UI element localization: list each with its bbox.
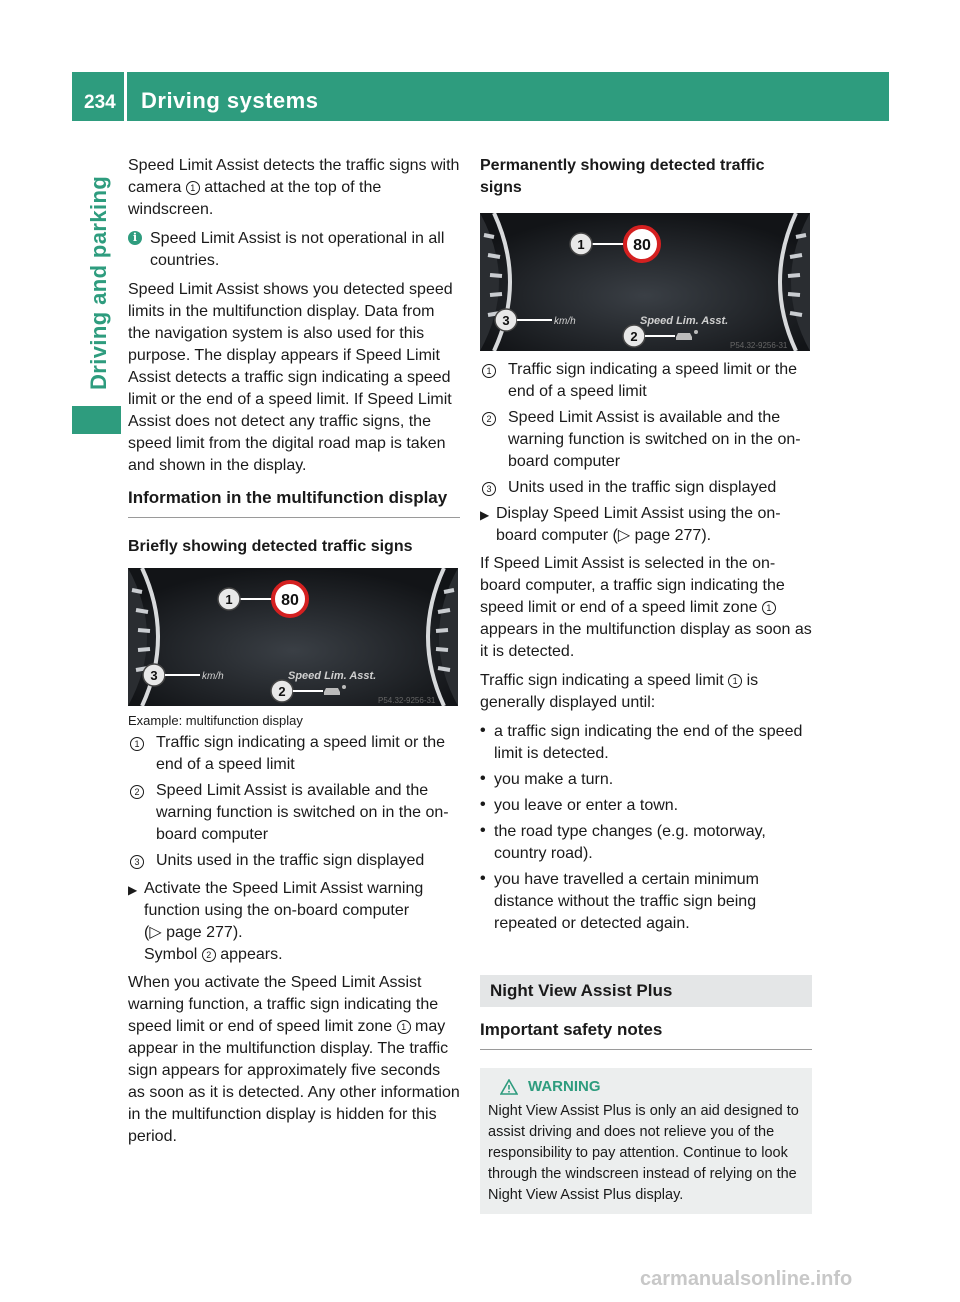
legend-item: 2 Speed Limit Assist is available and the warning function is switched on in the on-board computer (128, 780, 460, 846)
legend-item: 3 Units used in the traffic sign displayed (480, 477, 812, 499)
multifunction-display-image (128, 568, 458, 706)
arrow-right-icon: ▶ (128, 883, 138, 897)
bullet-item: • a traffic sign indicating the end of the speed limit is detected. (480, 722, 803, 762)
image-code: P54.32-9256-31 (378, 696, 436, 705)
side-tab-label: Driving and parking (86, 175, 111, 390)
warning-triangle-icon (500, 1079, 518, 1095)
legend-number-icon: 3 (482, 482, 496, 496)
legend-item: 3 Units used in the traffic sign displayed (128, 850, 460, 872)
page-reference-link[interactable]: (▷ page 277). (144, 924, 243, 941)
marker-1: 1 (577, 237, 585, 252)
closing-paragraph: When you activate the Speed Limit Assist warning function, a traffic sign indicating the speed limit or end of speed limit zone 1 may appear in the multifunction display. The traffic sign appears for approximately five seconds as soon as it is detected. Any other information in the multifunction display is hidden for this period. (128, 974, 460, 1145)
legend-item: 1 Traffic sign indicating a speed limit or the end of a speed limit (128, 732, 460, 776)
side-tab-marker (72, 406, 121, 434)
legend-number-icon: 2 (130, 785, 144, 799)
marker-1-icon: 1 (762, 601, 776, 615)
speed-value: 80 (281, 592, 299, 609)
right-column (480, 155, 812, 1214)
marker-2: 2 (278, 684, 286, 699)
section-box-heading: Night View Assist Plus (480, 975, 812, 1007)
page-title: Driving systems (141, 88, 319, 113)
safety-heading: Important safety notes (480, 1019, 812, 1050)
marker-1: 1 (225, 592, 233, 607)
marker-1-icon: 1 (186, 181, 200, 195)
right-paragraph-2: Traffic sign indicating a speed limit 1 is generally displayed until: (480, 672, 759, 711)
bullet-list (480, 721, 812, 935)
legend-item: 1 Traffic sign indicating a speed limit or the end of a speed limit (480, 359, 812, 403)
legend-number-icon: 2 (482, 412, 496, 426)
multifunction-display-image-2 (480, 213, 810, 351)
bullet-item: • the road type changes (e.g. motorway, country road). (480, 822, 766, 862)
section-heading: Information in the multifunction display (128, 487, 460, 518)
right-heading: Permanently showing detected traffic signs (480, 157, 765, 196)
image-caption: Example: multifunction display (128, 713, 303, 728)
warning-text: Night View Assist Plus is only an aid designed to assist driving and does not relieve you of the responsibility to pay attention. Continue to look through the windscreen instead of relying on the Night View Assist Plus display. (488, 1103, 799, 1203)
marker-1-icon: 1 (397, 1020, 411, 1034)
unit-label: km/h (202, 671, 224, 682)
car-icon (324, 688, 340, 695)
assist-label: Speed Lim. Asst. (640, 315, 729, 327)
legend-number-icon: 3 (130, 855, 144, 869)
marker-3: 3 (502, 313, 510, 328)
bullet-item: • you make a turn. (480, 770, 614, 788)
marker-1-icon: 1 (728, 674, 742, 688)
action-text: Display Speed Limit Assist using the on-board computer (▷ page 277). (496, 505, 781, 544)
left-column (128, 155, 460, 1155)
warning-box (480, 1068, 812, 1214)
description-paragraph: Speed Limit Assist shows you detected speed limits in the multifunction display. Data from the navigation system is also used for this purpose. The display appears if Speed Limit Assist detects a traffic sign indicating a speed limit or the end of a speed limit. If Speed Limit Assist does not detect any traffic signs, the speed limit from the digital road map is taken and shown in the display. (128, 281, 453, 474)
legend-number-icon: 1 (130, 737, 144, 751)
page-number: 234 (84, 92, 116, 113)
sub-heading: Briefly showing detected traffic signs (128, 538, 413, 555)
legend-list (128, 732, 460, 872)
bullet-item: • you leave or enter a town. (480, 796, 679, 814)
bullet-item: • you have travelled a certain minimum distance without the traffic sign being repeated or detected again. (480, 870, 760, 932)
footer-watermark: carmanualsonline.info (640, 1268, 853, 1290)
speed-value: 80 (633, 237, 651, 254)
image-code: P54.32-9256-31 (730, 341, 788, 350)
car-icon (676, 333, 692, 340)
action-step: ▶ Activate the Speed Limit Assist warning function using the on-board computer (▷ page 277). Symbol 2 appears. (128, 878, 460, 966)
header-divider (124, 72, 127, 121)
info-note (128, 228, 460, 272)
warning-header (500, 1076, 804, 1097)
marker-3: 3 (150, 668, 158, 683)
info-text: Speed Limit Assist is not operational in all countries. (150, 230, 445, 269)
action-step (480, 503, 812, 547)
info-icon: i (128, 231, 142, 245)
unit-label: km/h (554, 316, 576, 327)
marker-2: 2 (630, 329, 638, 344)
marker-2-icon: 2 (202, 948, 216, 962)
intro-paragraph: Speed Limit Assist detects the traffic signs with camera 1 attached at the top of the windscreen. (128, 157, 460, 218)
right-paragraph-1: If Speed Limit Assist is selected in the on-board computer, a traffic sign indicating the speed limit or end of a speed limit zone 1 appears in the multifunction display as soon as it is detected. (480, 555, 812, 660)
assist-label: Speed Lim. Asst. (288, 670, 377, 682)
legend-item: 2 Speed Limit Assist is available and the warning function is switched on in the on-board computer (480, 407, 812, 473)
legend-number-icon: 1 (482, 364, 496, 378)
arrow-right-icon: ▶ (480, 508, 490, 522)
warning-title: WARNING (528, 1078, 601, 1095)
legend-list-2 (480, 359, 812, 499)
